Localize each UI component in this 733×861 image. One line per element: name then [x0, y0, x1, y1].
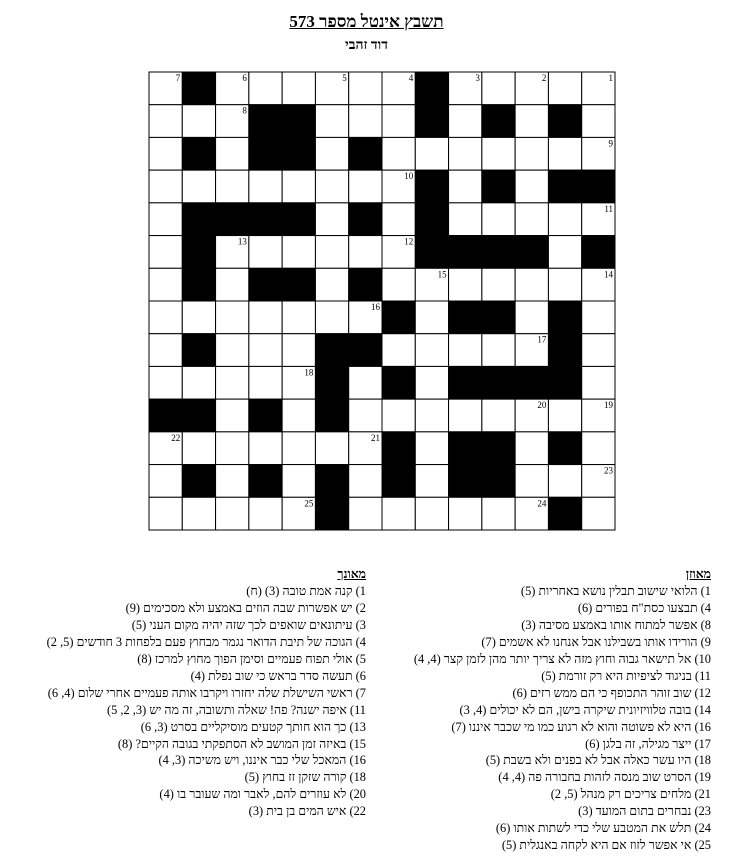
- grid-cell-black: [382, 301, 415, 334]
- clue-number: 1): [355, 583, 366, 598]
- down-clue: [0, 583, 366, 600]
- grid-cell[interactable]: [515, 170, 548, 203]
- cell-number: 16: [371, 302, 380, 312]
- clue-number: 24): [694, 821, 711, 836]
- cell-number: 21: [371, 432, 380, 443]
- grid-cell[interactable]: [582, 497, 615, 530]
- grid-cell[interactable]: [216, 334, 249, 367]
- clue-text: איש המים בן בית (3): [248, 804, 347, 819]
- cell-number: 5: [342, 73, 347, 83]
- grid-cell-black: [548, 170, 581, 203]
- cell-number: 24: [537, 498, 547, 509]
- grid-cell-black: [315, 497, 348, 530]
- grid-cell[interactable]: [249, 72, 282, 105]
- grid-cell-black: [182, 203, 215, 236]
- clue-number: 2): [355, 600, 366, 615]
- grid-cell-black: [482, 105, 515, 138]
- grid-cell[interactable]: [548, 203, 581, 236]
- clue-number: 20): [349, 787, 366, 802]
- grid-cell[interactable]: [216, 170, 249, 203]
- grid-cell[interactable]: [149, 170, 182, 203]
- clue-number: 11): [694, 668, 711, 683]
- grid-cell[interactable]: [182, 366, 215, 399]
- grid-cell[interactable]: [349, 399, 382, 432]
- down-clue: [0, 719, 366, 736]
- grid-cell[interactable]: [449, 137, 482, 170]
- grid-cell-black: [548, 105, 581, 138]
- clue-text: הסרט שוב מנסה לזהות בחבורה פה (4, 4): [498, 770, 692, 785]
- clue-text: יש אפשרות שבה הוזים באמצע ולא מסכימים (9): [125, 600, 353, 615]
- grid-cell-black: [249, 268, 282, 301]
- grid-cell-black: [482, 465, 515, 498]
- clue-number: 21): [694, 787, 711, 802]
- cell-number: 10: [404, 171, 414, 182]
- clue-text: קורה שזקן זז בחוץ (5): [244, 770, 347, 785]
- grid-cell[interactable]: [482, 268, 515, 301]
- grid-cell[interactable]: [282, 301, 315, 334]
- clue-text: תעשה סדר בראש כי שוב נפלת (4): [190, 668, 353, 683]
- cell-number: 20: [537, 400, 547, 411]
- grid-cell[interactable]: [149, 497, 182, 530]
- grid-cell-black: [415, 170, 448, 203]
- down-clue: [0, 600, 366, 617]
- clue-text: שוב זוהר התכופף כי הם ממש רזים (6): [512, 685, 692, 700]
- grid-cell[interactable]: [415, 432, 448, 465]
- down-clue: [0, 617, 366, 634]
- grid-cell[interactable]: [315, 432, 348, 465]
- clue-text: ראשי השישלת שלה יחזרו ויקרבו אותה פעמיים אחרי שלום (4, 6): [47, 685, 353, 700]
- grid-cell[interactable]: [182, 497, 215, 530]
- grid-cell-black: [149, 399, 182, 432]
- grid-cell[interactable]: [482, 497, 515, 530]
- grid-cell[interactable]: [482, 399, 515, 432]
- grid-cell-black: [582, 170, 615, 203]
- clue-number: 25): [694, 838, 711, 853]
- grid-cell[interactable]: [282, 170, 315, 203]
- grid-cell-black: [315, 366, 348, 399]
- grid-cell-black: [449, 366, 482, 399]
- grid-cell[interactable]: [515, 105, 548, 138]
- grid-cell[interactable]: [449, 497, 482, 530]
- clue-text: בובה טלוויזיונית שיקרה בישן, הם לא יכולים (4, 3): [459, 702, 692, 717]
- grid-cell-black: [282, 268, 315, 301]
- across-clue: [341, 786, 711, 803]
- clue-number: 1): [700, 583, 711, 598]
- grid-cell[interactable]: [216, 366, 249, 399]
- clue-number: 16): [694, 719, 711, 734]
- grid-cell[interactable]: [582, 334, 615, 367]
- grid-cell-black: [449, 432, 482, 465]
- across-clue-list: [341, 583, 711, 854]
- clue-text: ייצר מגילה, זה בלגן (6): [585, 736, 692, 751]
- grid-cell[interactable]: [415, 334, 448, 367]
- grid-cell-black: [415, 203, 448, 236]
- grid-cell[interactable]: [449, 399, 482, 432]
- grid-cell[interactable]: [515, 203, 548, 236]
- across-clue: [341, 769, 711, 786]
- cell-number: 17: [537, 334, 547, 345]
- grid-cell[interactable]: [149, 236, 182, 269]
- clue-number: 4): [355, 634, 366, 649]
- grid-cell[interactable]: [548, 236, 581, 269]
- across-clue: [341, 651, 711, 668]
- puzzle-author: דוד זהבי: [345, 38, 388, 53]
- grid-cell-black: [182, 268, 215, 301]
- grid-cell[interactable]: [216, 465, 249, 498]
- clue-number: 10): [694, 651, 711, 666]
- grid-cell[interactable]: [249, 334, 282, 367]
- grid-cell[interactable]: [249, 236, 282, 269]
- cell-number: 13: [237, 236, 247, 247]
- grid-cell[interactable]: [415, 137, 448, 170]
- clue-number: 5): [355, 651, 366, 666]
- grid-cell-black: [548, 432, 581, 465]
- crossword-grid[interactable]: [148, 71, 614, 529]
- clue-number: 19): [694, 770, 711, 785]
- grid-cell[interactable]: [382, 268, 415, 301]
- clue-number: 8): [700, 617, 711, 632]
- grid-cell[interactable]: [216, 432, 249, 465]
- grid-cell-black: [182, 72, 215, 105]
- down-clue: [0, 769, 366, 786]
- across-heading: מאוזן: [685, 567, 711, 581]
- down-clues: [0, 566, 366, 820]
- clue-number: 15): [349, 736, 366, 751]
- clue-number: 7): [355, 685, 366, 700]
- grid-svg: [148, 71, 616, 531]
- grid-cell[interactable]: [282, 432, 315, 465]
- grid-cell[interactable]: [449, 203, 482, 236]
- grid-cell[interactable]: [149, 137, 182, 170]
- grid-cell-black: [482, 432, 515, 465]
- grid-cell[interactable]: [315, 236, 348, 269]
- grid-cell[interactable]: [349, 170, 382, 203]
- grid-cell[interactable]: [349, 236, 382, 269]
- grid-cell-black: [382, 465, 415, 498]
- down-clue: [0, 651, 366, 668]
- grid-cell[interactable]: [216, 268, 249, 301]
- clue-text: אולי תפוח פעמיים וסימן הפוך מחוץ למרכז (8): [137, 651, 353, 666]
- grid-cell[interactable]: [149, 334, 182, 367]
- across-clue: [341, 702, 711, 719]
- grid-cell[interactable]: [582, 366, 615, 399]
- grid-cell-black: [582, 236, 615, 269]
- clue-text: אי אפשר לזוז אם היא לקחה באנגלית (5): [501, 838, 692, 853]
- clue-text: הלואי שישוב תבלין נושא באחריות (5): [520, 583, 698, 598]
- grid-cell[interactable]: [315, 301, 348, 334]
- grid-cell[interactable]: [149, 301, 182, 334]
- grid-cell[interactable]: [149, 105, 182, 138]
- across-clue: [341, 685, 711, 702]
- grid-cell[interactable]: [315, 268, 348, 301]
- grid-cell-black: [515, 366, 548, 399]
- grid-cell-black: [349, 268, 382, 301]
- across-clue: [341, 752, 711, 769]
- across-clue: [341, 837, 711, 854]
- across-clue: [341, 803, 711, 820]
- grid-cell-black: [282, 105, 315, 138]
- grid-cell[interactable]: [149, 203, 182, 236]
- cell-number: 23: [604, 465, 613, 476]
- clue-text: היו עשר כאלה אבל לא בפנים ולא בשבת (5): [485, 753, 692, 768]
- across-clue: [341, 736, 711, 753]
- clue-number: 3): [355, 617, 366, 632]
- grid-cell[interactable]: [249, 432, 282, 465]
- grid-cell[interactable]: [216, 497, 249, 530]
- grid-cell[interactable]: [582, 301, 615, 334]
- across-clue: [341, 583, 711, 600]
- clue-number: 12): [694, 685, 711, 700]
- across-clue: [341, 617, 711, 634]
- clue-text: קנה אמת טובה (3) (ח): [246, 583, 353, 598]
- clue-number: 16): [349, 753, 366, 768]
- cell-number: 8: [242, 105, 247, 116]
- clue-text: הורידו אותו בשבילנו אבל אנחנו לא אשמים (7): [481, 634, 698, 649]
- grid-cell[interactable]: [482, 137, 515, 170]
- clue-text: המאכל שלי כבר איננו, ויש משיכה (3, 4): [158, 753, 347, 768]
- grid-cell[interactable]: [282, 72, 315, 105]
- grid-cell-black: [515, 236, 548, 269]
- cell-number: 2: [541, 73, 547, 83]
- across-clue: [341, 634, 711, 651]
- grid-cell[interactable]: [282, 399, 315, 432]
- clue-number: 22): [349, 804, 366, 819]
- clue-number: 17): [694, 736, 711, 751]
- grid-cell[interactable]: [449, 268, 482, 301]
- clue-text: באיזה זמן המושב לא הסתפקתי בגובה הקיים? (8): [117, 736, 347, 751]
- grid-cell[interactable]: [582, 105, 615, 138]
- grid-cell[interactable]: [149, 268, 182, 301]
- grid-cell[interactable]: [182, 105, 215, 138]
- across-clue: [341, 668, 711, 685]
- grid-cell-black: [249, 137, 282, 170]
- cell-number: 6: [242, 73, 247, 83]
- down-clue: [0, 736, 366, 753]
- grid-cell-black: [249, 399, 282, 432]
- grid-cell-black: [182, 236, 215, 269]
- grid-cell-black: [482, 301, 515, 334]
- grid-cell[interactable]: [515, 301, 548, 334]
- cell-number: 3: [475, 73, 480, 83]
- grid-cell[interactable]: [382, 399, 415, 432]
- grid-cell[interactable]: [216, 301, 249, 334]
- clue-number: 14): [694, 702, 711, 717]
- clue-number: 6): [355, 668, 366, 683]
- clue-text: אל תישאר גבוה וחוץ מזה לא צריך יותר מהן לזמן קצר (4, 4): [413, 651, 692, 666]
- clue-number: 18): [349, 770, 366, 785]
- grid-cell[interactable]: [382, 497, 415, 530]
- grid-cell[interactable]: [482, 72, 515, 105]
- clue-number: 4): [700, 600, 711, 615]
- grid-cell[interactable]: [382, 137, 415, 170]
- down-clue-list: [0, 583, 366, 820]
- grid-cell-black: [315, 334, 348, 367]
- grid-cell-black: [249, 203, 282, 236]
- grid-cell-black: [349, 137, 382, 170]
- grid-cell[interactable]: [515, 432, 548, 465]
- puzzle-title: תשבץ אינטל מספר 573: [289, 12, 444, 31]
- grid-cell-black: [182, 465, 215, 498]
- grid-cell[interactable]: [415, 399, 448, 432]
- grid-cell[interactable]: [415, 301, 448, 334]
- clue-text: נבחרים בתום המועד (3): [578, 804, 692, 819]
- clue-text: מלחים צריכים רק מנהל (5, 2): [550, 787, 692, 802]
- clue-text: הגוכה של תיבת הדואר נגמר מבחוץ פעם בלפחות 3 חודשים (5, 2): [46, 634, 353, 649]
- grid-cell-black: [249, 465, 282, 498]
- clue-text: בניגוד לציפיות היא רק זורמת (5): [541, 668, 692, 683]
- cell-number: 15: [437, 269, 447, 280]
- grid-cell[interactable]: [249, 170, 282, 203]
- grid-cell[interactable]: [182, 432, 215, 465]
- grid-cell[interactable]: [315, 137, 348, 170]
- grid-cell[interactable]: [548, 465, 581, 498]
- grid-cell[interactable]: [482, 203, 515, 236]
- grid-cell[interactable]: [349, 465, 382, 498]
- cell-number: 9: [608, 138, 613, 149]
- grid-cell[interactable]: [149, 465, 182, 498]
- grid-cell[interactable]: [449, 334, 482, 367]
- grid-cell[interactable]: [315, 170, 348, 203]
- grid-cell[interactable]: [582, 432, 615, 465]
- grid-cell-black: [216, 203, 249, 236]
- clue-text: היא לא פשוטה והוא לא רגוע כמו מי שכבר איננו (7): [451, 719, 692, 734]
- down-clue: [0, 803, 366, 820]
- grid-cell[interactable]: [315, 203, 348, 236]
- clue-text: אפשר למתוח אותו באמצע מסיבה (3): [521, 617, 698, 632]
- grid-cell-black: [315, 399, 348, 432]
- grid-cell[interactable]: [548, 399, 581, 432]
- grid-cell-black: [449, 465, 482, 498]
- cell-number: 11: [604, 203, 613, 214]
- cell-number: 12: [404, 236, 414, 247]
- grid-cell-black: [182, 137, 215, 170]
- across-clue: [341, 719, 711, 736]
- clue-number: 11): [349, 702, 366, 717]
- clue-number: 9): [700, 634, 711, 649]
- grid-cell-black: [482, 170, 515, 203]
- grid-cell-black: [349, 203, 382, 236]
- cell-number: 4: [408, 73, 414, 83]
- clue-text: תלש את המטבע שלי כדי לשתות אותו (6): [495, 821, 692, 836]
- across-clues: [341, 566, 711, 854]
- grid-cell[interactable]: [349, 105, 382, 138]
- grid-cell-black: [349, 334, 382, 367]
- cell-number: 25: [304, 498, 314, 509]
- across-clue: [341, 600, 711, 617]
- grid-cell[interactable]: [349, 72, 382, 105]
- grid-cell-black: [449, 301, 482, 334]
- grid-cell[interactable]: [315, 105, 348, 138]
- grid-cell[interactable]: [182, 301, 215, 334]
- across-clue: [341, 820, 711, 837]
- grid-cell[interactable]: [349, 366, 382, 399]
- grid-cell[interactable]: [449, 105, 482, 138]
- grid-cell-black: [548, 497, 581, 530]
- grid-cell[interactable]: [449, 170, 482, 203]
- grid-cell[interactable]: [415, 366, 448, 399]
- clue-number: 18): [694, 753, 711, 768]
- grid-cell[interactable]: [282, 236, 315, 269]
- grid-cell-black: [482, 236, 515, 269]
- clue-text: תבצעו כסת"ח בפורים (6): [577, 600, 698, 615]
- grid-cell-black: [282, 137, 315, 170]
- grid-cell-black: [415, 105, 448, 138]
- grid-cell[interactable]: [482, 334, 515, 367]
- grid-cell[interactable]: [349, 497, 382, 530]
- grid-cell[interactable]: [249, 301, 282, 334]
- down-clue: [0, 786, 366, 803]
- grid-cell-black: [415, 72, 448, 105]
- grid-cell-black: [548, 301, 581, 334]
- grid-cell-black: [449, 236, 482, 269]
- grid-cell-black: [382, 366, 415, 399]
- grid-cell[interactable]: [182, 170, 215, 203]
- cell-number: 14: [604, 269, 613, 280]
- clue-text: כך הוא חותך קטעים מוסיקליים בסרט (3, 6): [140, 719, 347, 734]
- down-clue: [0, 752, 366, 769]
- grid-cell-black: [249, 105, 282, 138]
- clue-text: איפה ישנה? פה! שאלה ותשובה, זה מה יש (3, 2, 5): [106, 702, 347, 717]
- down-clue: [0, 634, 366, 651]
- grid-cell[interactable]: [548, 268, 581, 301]
- clue-text: לא עוזרים להם, לאבר ומה שעובר בו (4): [159, 787, 347, 802]
- grid-cell[interactable]: [282, 334, 315, 367]
- grid-cell[interactable]: [382, 105, 415, 138]
- clue-number: 23): [694, 804, 711, 819]
- grid-cell[interactable]: [149, 366, 182, 399]
- down-clue: [0, 668, 366, 685]
- clue-text: עיתונאים שואפים לכך שזה יהיה מקום העני (5): [131, 617, 353, 632]
- grid-cell[interactable]: [282, 465, 315, 498]
- grid-cell-black: [315, 465, 348, 498]
- grid-cell[interactable]: [382, 334, 415, 367]
- grid-cell-black: [282, 203, 315, 236]
- grid-cell[interactable]: [515, 137, 548, 170]
- grid-cell-black: [382, 432, 415, 465]
- cell-number: 19: [604, 400, 613, 411]
- grid-cell-black: [182, 399, 215, 432]
- grid-cell[interactable]: [548, 137, 581, 170]
- grid-cell[interactable]: [249, 497, 282, 530]
- grid-cell-black: [548, 366, 581, 399]
- grid-cell[interactable]: [415, 497, 448, 530]
- grid-cell-black: [182, 334, 215, 367]
- grid-cell[interactable]: [382, 203, 415, 236]
- grid-cell-black: [482, 366, 515, 399]
- grid-cell[interactable]: [515, 268, 548, 301]
- cell-number: 7: [175, 73, 181, 83]
- down-clue: [0, 685, 366, 702]
- cell-number: 22: [171, 432, 181, 443]
- grid-cell-black: [548, 334, 581, 367]
- grid-cell[interactable]: [216, 399, 249, 432]
- grid-cell[interactable]: [249, 366, 282, 399]
- grid-cell[interactable]: [216, 137, 249, 170]
- clue-number: 13): [349, 719, 366, 734]
- grid-cell[interactable]: [515, 465, 548, 498]
- down-clue: [0, 702, 366, 719]
- cell-number: 18: [304, 367, 314, 378]
- grid-cell[interactable]: [415, 465, 448, 498]
- grid-cell[interactable]: [548, 72, 581, 105]
- grid-cell-black: [415, 236, 448, 269]
- cell-number: 1: [608, 73, 613, 83]
- down-heading: מאונך: [337, 567, 366, 581]
